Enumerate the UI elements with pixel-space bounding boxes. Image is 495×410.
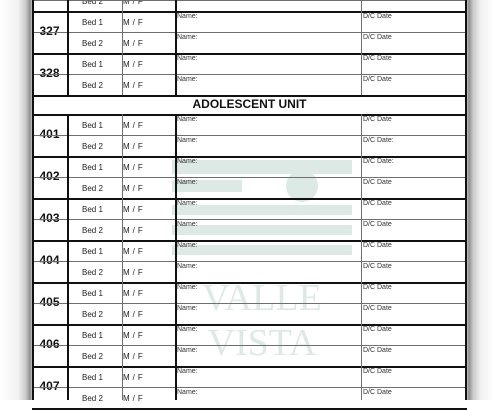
column-divider: [175, 114, 177, 400]
patient-name-field[interactable]: Name:: [177, 158, 198, 165]
bed-label: Bed 2: [82, 310, 103, 319]
discharge-date-field[interactable]: D/C Date: [363, 284, 392, 291]
bed-label: Bed 2: [82, 142, 103, 151]
row-divider: [32, 11, 467, 13]
discharge-date-field[interactable]: D/C Date: [363, 347, 392, 354]
discharge-date-field[interactable]: D/C Date: [363, 389, 392, 396]
sex-selector[interactable]: M / F: [123, 121, 144, 130]
bed-label: Bed 1: [82, 121, 103, 130]
discharge-date-field[interactable]: D/C Date:: [363, 158, 394, 165]
bed-label: Bed 2: [82, 226, 103, 235]
board-right-border: [465, 0, 467, 400]
discharge-date-field[interactable]: D/C Date: [363, 34, 392, 41]
sex-selector[interactable]: M / F: [123, 310, 144, 319]
room-number: 406: [39, 337, 60, 351]
discharge-date-field[interactable]: D/C Date: [363, 200, 392, 207]
board-left-border: [32, 0, 34, 400]
discharge-date-field[interactable]: D/C Date: [363, 76, 392, 83]
patient-name-field[interactable]: Name:: [177, 13, 198, 20]
column-divider: [361, 114, 362, 400]
row-divider: [32, 303, 467, 304]
sex-selector[interactable]: M / F: [123, 39, 144, 48]
room-number: 404: [39, 253, 60, 267]
column-divider: [122, 114, 123, 400]
bed-label: Bed 2: [82, 39, 103, 48]
sex-selector[interactable]: M / F: [123, 289, 144, 298]
bed-label: Bed 1: [82, 205, 103, 214]
bed-label: Bed 1: [82, 331, 103, 340]
row-divider: [32, 240, 467, 242]
row-divider: [32, 198, 467, 200]
sex-selector[interactable]: M / F: [123, 268, 144, 277]
row-divider: [32, 135, 467, 136]
bed-label: Bed 2: [82, 394, 103, 403]
patient-name-field[interactable]: Name:: [177, 76, 198, 83]
patient-name-field[interactable]: Name:: [177, 221, 198, 228]
bed-label: Bed 2: [82, 184, 103, 193]
sex-selector[interactable]: M / F: [123, 331, 144, 340]
patient-name-field[interactable]: Name:: [177, 116, 198, 123]
bed-label: Bed 2: [82, 0, 103, 6]
discharge-date-field[interactable]: D/C Date:: [363, 137, 394, 144]
board-frame-right: [467, 0, 495, 400]
column-divider: [67, 114, 69, 400]
patient-name-field[interactable]: Name:: [177, 242, 198, 249]
discharge-date-field[interactable]: D/C Date: [363, 242, 392, 249]
row-divider: [32, 0, 467, 1]
sex-selector[interactable]: M / F: [123, 394, 144, 403]
discharge-date-field[interactable]: D/C Date: [363, 221, 392, 228]
sex-selector[interactable]: M / F: [123, 60, 144, 69]
patient-name-field[interactable]: Name:: [177, 263, 198, 270]
room-number: 403: [39, 211, 60, 225]
bed-label: Bed 1: [82, 289, 103, 298]
bed-label: Bed 1: [82, 163, 103, 172]
watermark-word-1: VALLE: [202, 277, 322, 319]
column-divider: [361, 0, 362, 95]
discharge-date-field[interactable]: D/C Date: [363, 305, 392, 312]
bed-label: Bed 2: [82, 268, 103, 277]
row-divider: [32, 219, 467, 220]
sex-selector[interactable]: M / F: [123, 352, 144, 361]
patient-name-field[interactable]: Name:: [177, 34, 198, 41]
room-number: 401: [39, 127, 60, 141]
sex-selector[interactable]: M / F: [123, 373, 144, 382]
valle-vista-watermark: [162, 150, 362, 400]
room-number: 328: [39, 66, 60, 80]
room-number: 327: [39, 24, 60, 38]
board-frame-left: [0, 0, 32, 400]
sex-selector[interactable]: M / F: [123, 142, 144, 151]
sex-selector[interactable]: M / F: [123, 226, 144, 235]
patient-name-field[interactable]: Name:: [177, 179, 198, 186]
sex-selector[interactable]: M / F: [123, 184, 144, 193]
patient-name-field[interactable]: Name:: [177, 200, 198, 207]
watermark-word-2: VISTA: [207, 322, 317, 364]
column-divider: [122, 0, 123, 95]
discharge-date-field[interactable]: D/C Date: [363, 116, 392, 123]
section-header-adolescent-unit: ADOLESCENT UNIT: [192, 97, 307, 111]
row-divider: [32, 156, 467, 158]
bed-label: Bed 1: [82, 373, 103, 382]
row-divider: [32, 324, 467, 326]
sex-selector[interactable]: M / F: [123, 205, 144, 214]
bed-label: Bed 1: [82, 247, 103, 256]
discharge-date-field[interactable]: D/C Date: [363, 179, 392, 186]
patient-name-field[interactable]: Name:: [177, 137, 198, 144]
bed-label: Bed 1: [82, 18, 103, 27]
row-divider: [32, 32, 467, 33]
row-divider: [32, 387, 467, 388]
bed-label: Bed 1: [82, 60, 103, 69]
row-divider: [32, 261, 467, 262]
discharge-date-field[interactable]: D/C Date: [363, 55, 392, 62]
row-divider: [32, 74, 467, 75]
row-divider: [32, 366, 467, 368]
discharge-date-field[interactable]: D/C Date: [363, 263, 392, 270]
sex-selector[interactable]: M / F: [123, 81, 144, 90]
sex-selector[interactable]: M / F: [123, 247, 144, 256]
patient-name-field[interactable]: Name:: [177, 326, 198, 333]
patient-name-field[interactable]: Name:: [177, 368, 198, 375]
patient-name-field[interactable]: Name:: [177, 305, 198, 312]
row-divider: [32, 114, 467, 116]
patient-name-field[interactable]: Name:: [177, 55, 198, 62]
patient-name-field[interactable]: Name:: [177, 347, 198, 354]
discharge-date-field[interactable]: D/C Date: [363, 368, 392, 375]
room-number: 405: [39, 295, 60, 309]
room-number: 402: [39, 169, 60, 183]
patient-name-field[interactable]: Name:: [177, 389, 198, 396]
row-divider: [32, 177, 467, 178]
sex-selector[interactable]: M / F: [123, 0, 144, 6]
column-divider: [175, 0, 177, 95]
row-divider: [32, 282, 467, 284]
bed-label: Bed 2: [82, 352, 103, 361]
column-divider: [67, 0, 69, 95]
discharge-date-field[interactable]: D/C Date: [363, 13, 392, 20]
bed-label: Bed 2: [82, 81, 103, 90]
room-number: 407: [39, 379, 60, 393]
discharge-date-field[interactable]: D/C Date: [363, 326, 392, 333]
row-divider: [32, 345, 467, 346]
patient-name-field[interactable]: Name:: [177, 284, 198, 291]
row-divider: [32, 53, 467, 55]
sex-selector[interactable]: M / F: [123, 163, 144, 172]
sex-selector[interactable]: M / F: [123, 18, 144, 27]
census-board: [32, 0, 467, 403]
